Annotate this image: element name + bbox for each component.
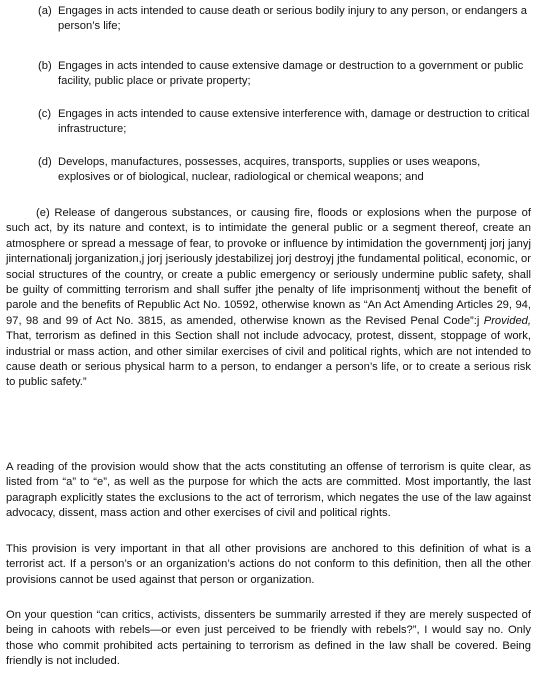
list-item-text: Develops, manufactures, possesses, acquires, transports, supplies or uses weapons, explosives or of biological, nuclear, radiological or chemical weapons; and <box>58 156 481 184</box>
list-item-e <box>6 206 531 391</box>
list-item-a <box>38 4 532 35</box>
list-item-b <box>38 59 532 90</box>
list-item-c <box>38 107 532 138</box>
list-item-text: Engages in acts intended to cause extensive damage or destruction to a government or public facility, public place or private property; <box>58 60 524 88</box>
list-item-text: Engages in acts intended to cause death or serious bodily injury to any person, or endangers a person’s life; <box>58 5 527 33</box>
list-marker: (b) <box>38 60 52 72</box>
paragraph-provision: This provision is very important in that all other provisions are anchored to this definition of what is a terrorist act. If a person’s or an organization’s actions do not conform to this definition, then all the other provisions cannot be used against that person or organization. <box>6 543 531 586</box>
proviso-italic: Provided, <box>483 314 531 327</box>
list-marker: (a) <box>38 5 52 17</box>
list-item-d <box>38 155 532 186</box>
list-item-text: Engages in acts intended to cause extensive interference with, damage or destruction to critical infrastructure; <box>58 108 530 136</box>
item-e-text-continued: That, terrorism as defined in this Section shall not include advocacy, protest, dissent, stoppage of work, industrial or mass action, and other similar exercises of civil and political rights, which are not intended to cause death or serious physical harm to a person, to endanger a person’s life, or to create a serious risk to public safety.” <box>6 330 531 389</box>
paragraph-reading: A reading of the provision would show that the acts constituting an offense of terrorism is quite clear, as listed from “a” to “e”, as well as the purpose for which the acts are committed. Most importantly, the last paragraph explicitly states the exclusions to the act of terrorism, which negates the use of the law against advocacy, dissent, mass action and other exercises of civil and political rights. <box>6 461 531 520</box>
list-marker: (d) <box>38 156 52 168</box>
paragraph-question: On your question “can critics, activists, dissenters be summarily arrested if they are merely suspected of being in cahoots with rebels—or even just perceived to be friendly with rebels?”, I would say no. Only those who commit prohibited acts pertaining to terrorism as defined in the law shall be covered. Being friendly is not included. <box>6 609 531 668</box>
item-e-text: (e) Release of dangerous substances, or causing fire, floods or explosions when the purpose of such act, by its nature and context, is to intimidate the general public or a segment thereof, create an atmosphere or spread a message of fear, to provoke or influence by intimidation the governmentj jorj janyj jinternationalj jorganization,j jorj jseriously jdestabilizej jorj destroyj jthe fundamental political, economic, or social structures of the country, or create a public emergency or seriously undermine public safety, shall be guilty of committing terrorism and shall suffer jthe penalty of life imprisonmentj without the benefit of parole and the benefits of Republic Act No. 10592, otherwise known as “An Act Amending Articles 29, 94, 97, 98 and 99 of Act No. 3815, as amended, otherwise known as the Revised Penal Code”:j <box>6 207 531 327</box>
list-marker: (c) <box>38 108 52 120</box>
